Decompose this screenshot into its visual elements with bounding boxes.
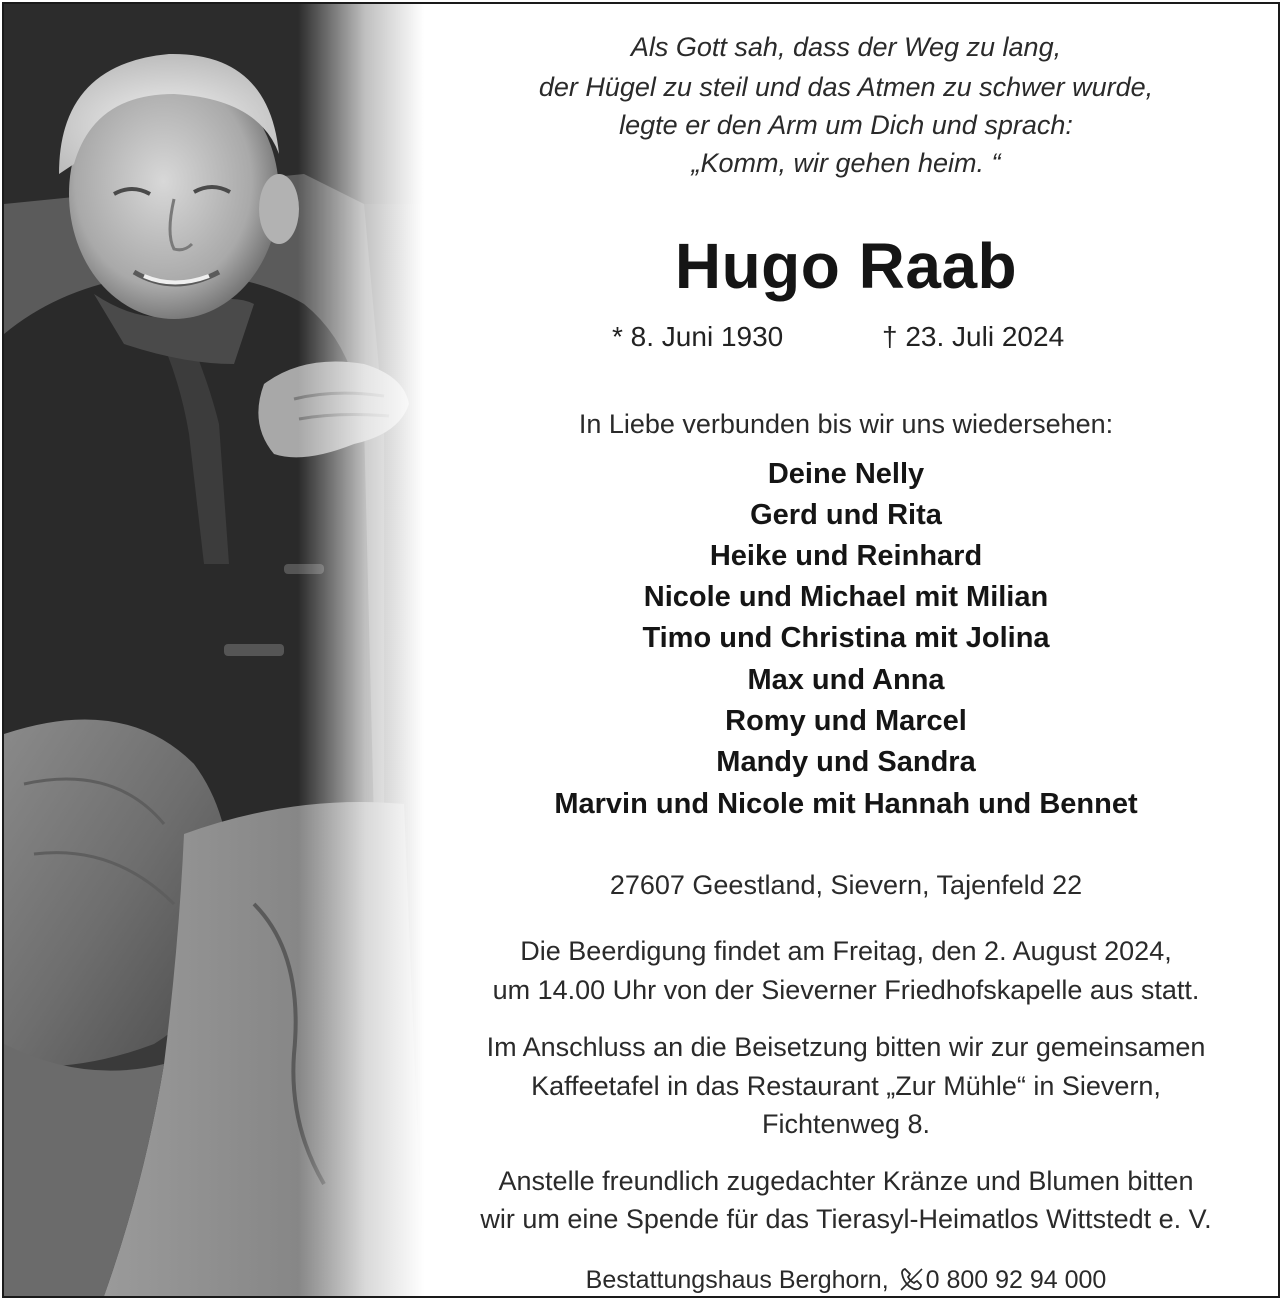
- poem-line-2: der Hügel zu steil und das Atmen zu schwer wurde,: [538, 72, 1154, 102]
- obituary-notice: [2, 2, 1280, 1298]
- funeral-home-name: Bestattungshaus Berghorn,: [585, 1266, 889, 1294]
- reception-line-1: Im Anschluss an die Beisetzung bitten wir zur gemeinsamen: [486, 1032, 1206, 1062]
- mourner-line: Romy und Marcel: [725, 705, 967, 737]
- funeral-line-2: um 14.00 Uhr von der Sieverner Friedhofskapelle aus statt.: [492, 975, 1200, 1005]
- poem-line-1: Als Gott sah, dass der Weg zu lang,: [630, 32, 1062, 62]
- footer: [414, 1266, 1278, 1293]
- donation-line-2: wir um eine Spende für das Tierasyl-Heimatlos Wittstedt e. V.: [480, 1204, 1212, 1234]
- portrait-photo: [4, 4, 424, 1296]
- death-date: † 23. Juli 2024: [882, 321, 1065, 352]
- address: 27607 Geestland, Sievern, Tajenfeld 22: [609, 870, 1083, 900]
- mourner-line: Gerd und Rita: [750, 499, 942, 531]
- mourner-line: Mandy und Sandra: [716, 746, 976, 778]
- intro-text: In Liebe verbunden bis wir uns wiedersehen:: [578, 409, 1114, 439]
- donation-line-1: Anstelle freundlich zugedachter Kränze und Blumen bitten: [498, 1166, 1194, 1196]
- phone-number: 0 800 92 94 000: [925, 1266, 1107, 1294]
- obituary-text: [414, 4, 1278, 1296]
- poem-line-4: „Komm, wir gehen heim. “: [691, 148, 1001, 178]
- portrait-image: [4, 4, 424, 1296]
- mourner-line: Heike und Reinhard: [709, 540, 983, 572]
- mourner-line: Max und Anna: [747, 664, 945, 696]
- deceased-name: Hugo Raab: [674, 230, 1018, 302]
- mourner-line: Timo und Christina mit Jolina: [642, 622, 1050, 654]
- reception-line-2: Kaffeetafel in das Restaurant „Zur Mühle“ in Sievern,: [531, 1071, 1161, 1101]
- mourner-line: Marvin und Nicole mit Hannah und Bennet: [554, 788, 1138, 820]
- reception-line-3: Fichtenweg 8.: [761, 1109, 931, 1139]
- mourner-line: Deine Nelly: [767, 458, 925, 490]
- mourner-line: Nicole und Michael mit Milian: [643, 581, 1049, 613]
- poem-line-3: legte er den Arm um Dich und sprach:: [619, 110, 1073, 140]
- funeral-line-1: Die Beerdigung findet am Freitag, den 2. August 2024,: [520, 936, 1172, 966]
- birth-date: * 8. Juni 1930: [612, 321, 784, 352]
- phone-icon: [898, 1266, 924, 1292]
